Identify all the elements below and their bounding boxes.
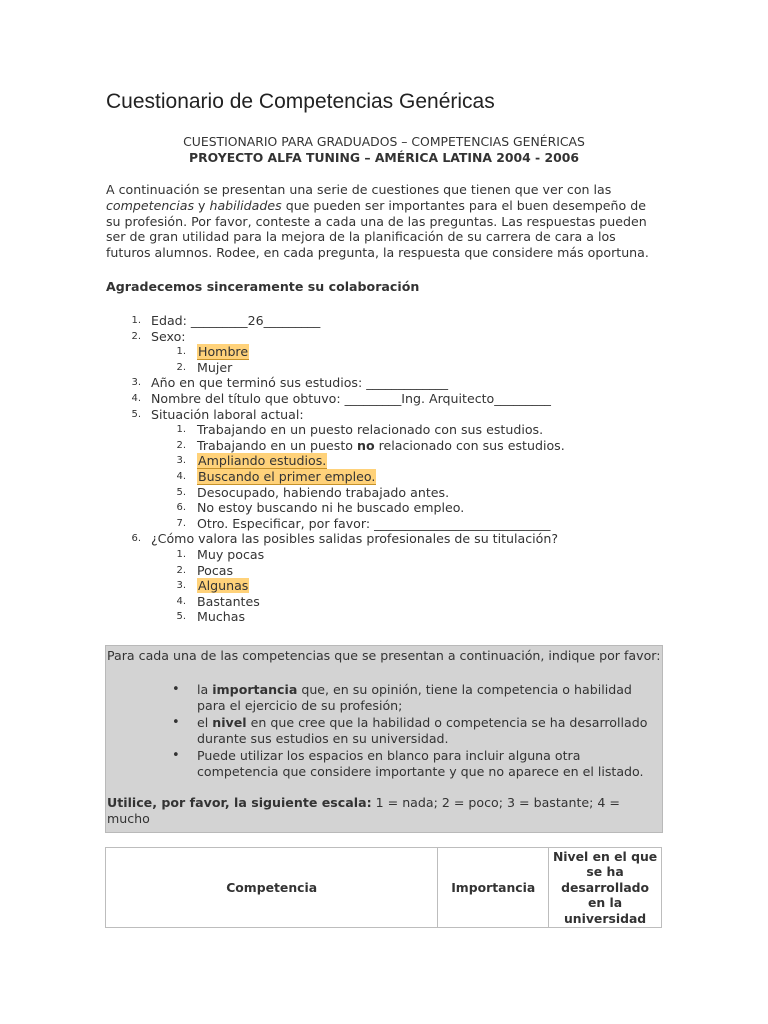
bullet-text — [197, 715, 657, 746]
intro-line: ser de gran utilidad para la mejora de la planificación de su carrera de cara a los — [106, 229, 616, 245]
option-wrap — [197, 469, 376, 485]
item-number: 6. — [176, 502, 186, 514]
intro-text: que pueden ser importantes para el buen desempeño de — [281, 197, 646, 213]
question-text: Situación laboral actual: — [151, 406, 304, 422]
bullet-icon: • — [172, 748, 180, 764]
question-text: ¿Cómo valora las posibles salidas profesionales de su titulación? — [151, 531, 559, 547]
item-number: 4. — [176, 470, 186, 482]
bullet-icon: • — [172, 682, 180, 697]
column-header-competencia: Competencia — [106, 848, 438, 928]
item-number: 4. — [131, 392, 141, 404]
question-age — [106, 313, 666, 329]
item-number: 5. — [176, 611, 186, 623]
bullet-blank-spaces — [106, 748, 662, 779]
option-unrelated-job — [106, 438, 666, 454]
header-line: se ha — [586, 864, 624, 880]
question-text: Nombre del título que obtuvo: _________Ing. Arquitecto_________ — [151, 390, 551, 406]
bullet-icon: • — [172, 715, 180, 731]
option-emphasis: no — [356, 437, 375, 453]
selected-answer-highlight: Ampliando estudios. — [198, 453, 327, 469]
item-number: 2. — [176, 439, 186, 451]
question-text: Sexo: — [151, 328, 186, 344]
option-text-part: Trabajando en un puesto — [197, 437, 357, 453]
item-number: 5. — [176, 486, 186, 498]
question-text: Año en que terminó sus estudios: _____________ — [151, 375, 449, 391]
scale-instructions — [107, 795, 657, 827]
option-text: Muy pocas — [197, 546, 265, 562]
bullet-text-part: en que cree que la habilidad o competencia se ha desarrollado durante sus estudios en su universidad. — [197, 715, 648, 746]
question-employment — [106, 407, 666, 423]
option-text: Desocupado, habiendo trabajado antes. — [197, 484, 450, 500]
bullet-text-part: que, en su opinión, tiene la competencia o habilidad para el ejercicio de su profesión; — [197, 682, 632, 713]
scale-values: 1 = nada; 2 = poco; 3 = bastante; 4 = mucho — [107, 795, 620, 826]
bullet-emphasis: nivel — [212, 715, 247, 731]
item-number: 5. — [131, 408, 141, 420]
option-hombre — [106, 344, 666, 360]
option-not-seeking — [106, 500, 666, 516]
document-title: Cuestionario de Competencias Genéricas — [106, 90, 495, 113]
header-line: desarrollado — [561, 879, 650, 895]
item-number: 6. — [131, 533, 141, 545]
question-degree-name — [106, 391, 666, 407]
column-header-nivel — [549, 848, 662, 928]
item-number: 7. — [176, 517, 186, 529]
selected-answer-highlight: Hombre — [198, 344, 249, 360]
intro-emphasis: competencias — [106, 197, 195, 213]
item-number: 3. — [131, 377, 141, 389]
option-algunas — [106, 578, 666, 594]
intro-line: su profesión. Por favor, conteste a cada una de las preguntas. Las respuestas pueden — [106, 213, 647, 229]
subtitle-questionnaire: CUESTIONARIO PARA GRADUADOS – COMPETENCIAS GENÉRICAS — [183, 134, 585, 149]
intro-line — [106, 198, 662, 214]
selected-answer-highlight: Algunas — [198, 578, 249, 594]
bullet-importance — [106, 682, 662, 713]
option-wrap — [197, 453, 327, 469]
question-sex — [106, 329, 666, 345]
option-first-job — [106, 469, 666, 485]
item-number: 2. — [131, 330, 141, 342]
instructions-lead: Para cada una de las competencias que se presentan a continuación, indique por favor: — [107, 648, 661, 663]
header-line: universidad — [563, 910, 647, 926]
header-line: en la — [587, 895, 623, 911]
item-number: 3. — [176, 455, 186, 467]
item-number: 1. — [176, 346, 186, 358]
option-other — [106, 516, 666, 532]
option-text — [197, 438, 565, 454]
option-related-job — [106, 422, 666, 438]
item-number: 2. — [176, 564, 186, 576]
option-muchas — [106, 609, 666, 625]
item-number: 2. — [176, 361, 186, 373]
option-text-part: relacionado con sus estudios. — [374, 437, 565, 453]
option-text: Mujer — [197, 359, 233, 375]
item-number: 3. — [176, 580, 186, 592]
question-career-outlook — [106, 531, 666, 547]
intro-emphasis: habilidades — [209, 197, 282, 213]
option-bastantes — [106, 594, 666, 610]
table-header-row — [106, 848, 662, 928]
option-muy-pocas — [106, 547, 666, 563]
intro-line: A continuación se presentan una serie de cuestiones que tienen que ver con las — [106, 182, 612, 197]
option-wrap — [197, 344, 249, 360]
selected-answer-highlight: Buscando el primer empleo. — [198, 468, 376, 484]
bullet-level — [106, 715, 662, 746]
thanks-heading: Agradecemos sinceramente su colaboración — [106, 279, 420, 294]
item-number: 1. — [131, 315, 141, 326]
option-pocas — [106, 563, 666, 579]
option-text: Pocas — [197, 562, 234, 578]
intro-text: y — [194, 197, 210, 213]
intro-paragraph — [106, 182, 662, 261]
competencies-table — [105, 847, 662, 928]
option-text: Trabajando en un puesto relacionado con sus estudios. — [197, 422, 544, 438]
bullet-text: Puede utilizar los espacios en blanco para incluir alguna otra competencia que considere importante y que no aparece en el listado. — [197, 748, 644, 779]
bullet-emphasis: importancia — [212, 682, 298, 697]
instructions-bullets — [106, 682, 662, 782]
instructions-box — [105, 645, 663, 833]
bullet-text — [197, 682, 657, 713]
option-text: No estoy buscando ni he buscado empleo. — [197, 500, 465, 516]
question-graduation-year — [106, 375, 666, 391]
option-mujer — [106, 360, 666, 376]
option-text: Otro. Especificar, por favor: ____________________________ — [197, 515, 551, 531]
bullet-text-part: el — [197, 715, 213, 731]
item-number: 1. — [176, 548, 186, 560]
option-further-study — [106, 453, 666, 469]
item-number: 4. — [176, 595, 186, 607]
option-text: Muchas — [197, 609, 246, 625]
question-text: Edad: _________26_________ — [151, 313, 321, 328]
intro-line: futuros alumnos. Rodee, en cada pregunta, la respuesta que considere más oportuna. — [106, 245, 649, 261]
item-number: 1. — [176, 424, 186, 436]
header-line: Nivel en el que — [552, 848, 658, 864]
subtitle-project: PROYECTO ALFA TUNING – AMÉRICA LATINA 2004 - 2006 — [189, 150, 579, 165]
option-text: Bastantes — [197, 593, 260, 609]
column-header-importancia: Importancia — [438, 848, 549, 928]
question-list — [106, 313, 666, 625]
bullet-text-part: la — [197, 682, 213, 697]
scale-label: Utilice, por favor, la siguiente escala: — [107, 795, 372, 810]
option-unemployed — [106, 485, 666, 501]
option-wrap — [197, 578, 249, 594]
